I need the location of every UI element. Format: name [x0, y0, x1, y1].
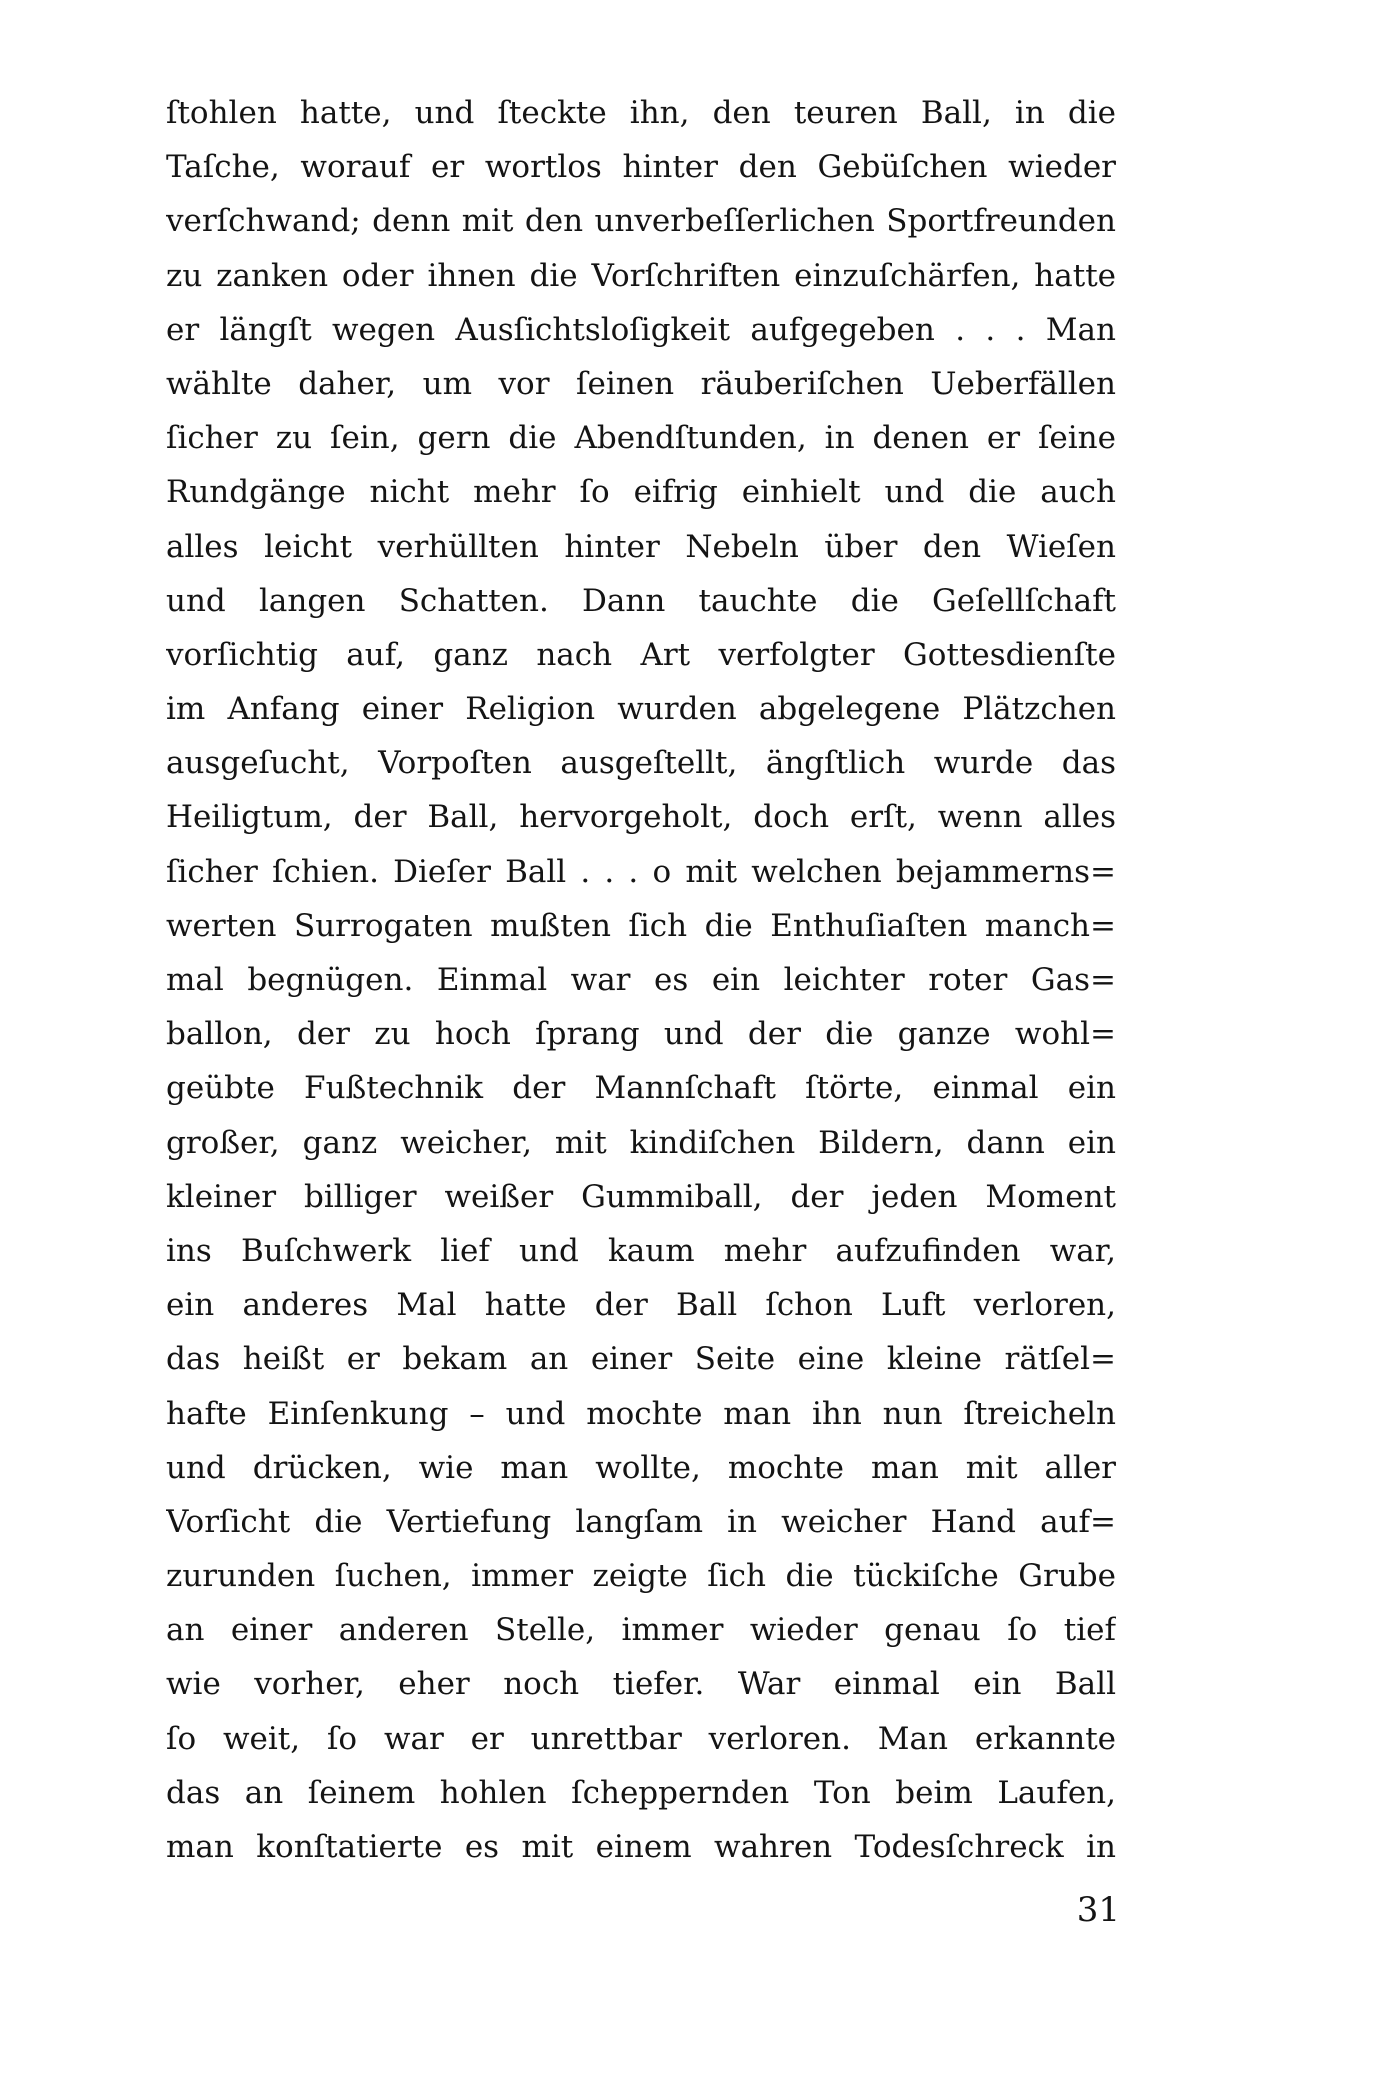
text-line: kleiner billiger weißer Gummiball, der jeden Moment — [166, 1178, 1116, 1215]
text-line: man konſtatierte es mit einem wahren Todesſchreck in — [166, 1829, 1116, 1865]
text-line: zurunden ſuchen, immer zeigte ſich die tückiſche Grube — [166, 1558, 1116, 1595]
text-line: ſtohlen hatte, und ſteckte ihn, den teuren Ball, in die — [166, 95, 1116, 131]
text-line: das heißt er bekam an einer Seite eine kleine rätſel= — [166, 1341, 1116, 1378]
text-line: ballon, der zu hoch ſprang und der die ganze wohl= — [166, 1016, 1116, 1053]
text-line: wie vorher, eher noch tiefer. War einmal ein Ball — [166, 1666, 1116, 1703]
body-text — [166, 86, 1116, 1874]
text-line: und drücken, wie man wollte, mochte man mit aller — [166, 1449, 1116, 1486]
text-line: wählte daher, um vor ſeinen räuberiſchen Ueberfällen — [166, 365, 1116, 402]
text-line: werten Surrogaten mußten ſich die Enthuſiaſten manch= — [166, 907, 1116, 944]
text-line: ſo weit, ſo war er unrettbar verloren. Man erkannte — [166, 1720, 1116, 1757]
text-line: geübte Fußtechnik der Mannſchaft ſtörte, einmal ein — [166, 1070, 1116, 1107]
text-line: an einer anderen Stelle, immer wieder genau ſo tief — [166, 1612, 1116, 1649]
text-line: hafte Einſenkung – und mochte man ihn nun ſtreicheln — [166, 1395, 1116, 1432]
text-line: Rundgänge nicht mehr ſo eifrig einhielt und die auch — [166, 474, 1116, 511]
text-line: Vorſicht die Vertiefung langſam in weicher Hand auf= — [166, 1503, 1116, 1540]
page-number: 31 — [1076, 1890, 1120, 1930]
text-line: Heiligtum, der Ball, hervorgeholt, doch erſt, wenn alles — [166, 799, 1116, 836]
text-line: großer, ganz weicher, mit kindiſchen Bildern, dann ein — [166, 1124, 1116, 1161]
text-line: alles leicht verhüllten hinter Nebeln über den Wieſen — [166, 528, 1116, 565]
text-line: Taſche, worauf er wortlos hinter den Gebüſchen wieder — [166, 149, 1116, 186]
text-line: das an ſeinem hohlen ſcheppernden Ton beim Laufen, — [166, 1774, 1116, 1811]
text-line: ausgeſucht, Vorpoſten ausgeſtellt, ängſtlich wurde das — [166, 745, 1116, 782]
text-line: er längſt wegen Ausſichtsloſigkeit aufgegeben . . . Man — [166, 311, 1116, 348]
text-line: ins Buſchwerk lief und kaum mehr aufzufinden war, — [166, 1232, 1116, 1269]
text-line: ſicher ſchien. Dieſer Ball . . . o mit welchen bejammerns= — [166, 853, 1116, 890]
text-line: zu zanken oder ihnen die Vorſchriften einzuſchärfen, hatte — [166, 257, 1116, 294]
text-line: und langen Schatten. Dann tauchte die Geſellſchaft — [166, 582, 1116, 619]
text-line: vorſichtig auf, ganz nach Art verfolgter Gottesdienſte — [166, 636, 1116, 673]
text-line: ein anderes Mal hatte der Ball ſchon Luft verloren, — [166, 1287, 1116, 1324]
text-line: verſchwand; denn mit den unverbeſſerlichen Sportfreunden — [166, 203, 1116, 240]
text-line: im Anfang einer Religion wurden abgelegene Plätzchen — [166, 691, 1116, 728]
text-line: ſicher zu ſein, gern die Abendſtunden, in denen er ſeine — [166, 420, 1116, 457]
text-line: mal begnügen. Einmal war es ein leichter roter Gas= — [166, 962, 1116, 998]
